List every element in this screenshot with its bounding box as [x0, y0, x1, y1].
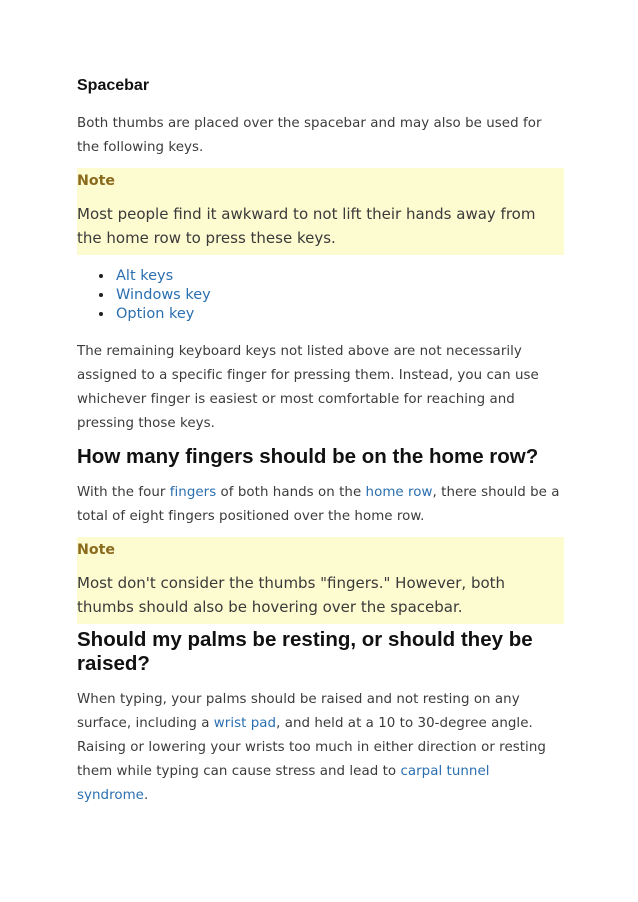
- key-links-list: [77, 267, 564, 324]
- text-fragment: , and held at a 10 to 30-degree angle. Raising or lowering your wrists too much in either direction or resting them while typing can cause stress and lead to: [77, 716, 546, 779]
- article-content: [77, 76, 564, 808]
- section-title-spacebar: Spacebar: [77, 77, 150, 94]
- link-carpal-tunnel[interactable]: carpal tunnel syndrome: [77, 764, 490, 803]
- palms-paragraph: [77, 688, 564, 808]
- link-option-key[interactable]: Option key: [116, 306, 195, 322]
- link-windows-key[interactable]: Windows key: [116, 287, 211, 303]
- text-fragment: of both hands on the: [216, 485, 366, 500]
- spacebar-intro: Both thumbs are placed over the spacebar and may also be used for the following keys.: [77, 116, 542, 155]
- link-home-row[interactable]: home row: [365, 485, 433, 500]
- note-text: Most don't consider the thumbs "fingers." However, both thumbs should also be hovering over the spacebar.: [77, 574, 506, 616]
- link-alt-keys[interactable]: Alt keys: [116, 268, 174, 284]
- bullet-icon: [99, 312, 103, 316]
- note-box: [77, 537, 564, 624]
- list-item: [99, 267, 564, 286]
- remaining-keys-paragraph: The remaining keyboard keys not listed above are not necessarily assigned to a specific finger for pressing them. Instead, you can use whichever finger is easiest or most comfortable for reaching and pressing those keys.: [77, 344, 539, 431]
- bullet-icon: [99, 274, 103, 278]
- text-fragment: When typing, your palms should be raised and not resting on any surface, including a: [77, 692, 520, 731]
- link-fingers[interactable]: fingers: [169, 485, 217, 500]
- note-text: Most people find it awkward to not lift their hands away from the home row to press these keys.: [77, 205, 536, 247]
- heading-home-row: How many fingers should be on the home row?: [77, 445, 539, 468]
- note-label: Note: [77, 173, 116, 189]
- note-label: Note: [77, 542, 116, 558]
- note-box: [77, 168, 564, 255]
- link-wrist-pad[interactable]: wrist pad: [213, 716, 277, 731]
- bullet-icon: [99, 293, 103, 297]
- text-fragment: .: [143, 788, 149, 803]
- list-item: [99, 286, 564, 305]
- heading-palms: Should my palms be resting, or should they be raised?: [77, 628, 533, 675]
- text-fragment: With the four: [77, 485, 170, 500]
- text-fragment: , there should be a total of eight fingers positioned over the home row.: [77, 485, 560, 524]
- list-item: [99, 305, 564, 324]
- home-row-paragraph: [77, 481, 564, 529]
